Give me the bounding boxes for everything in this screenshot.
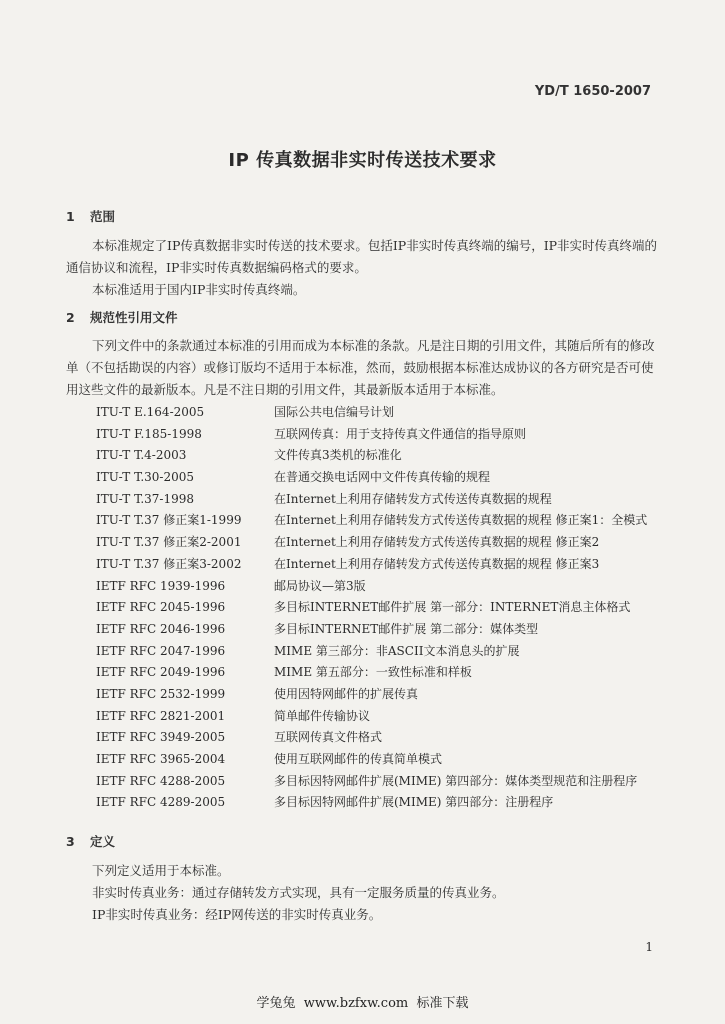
reference-title: 多目标因特网邮件扩展(MIME) 第四部分：媒体类型规范和注册程序 xyxy=(274,773,638,788)
reference-title: 简单邮件传输协议 xyxy=(274,708,371,723)
section-3-title: 定义 xyxy=(90,834,116,849)
reference-row xyxy=(96,684,676,706)
reference-title: 邮局协议—第3版 xyxy=(274,578,366,593)
reference-title: 在Internet上利用存储转发方式传送传真数据的规程 修正案2 xyxy=(274,535,600,550)
reference-title: 使用互联网邮件的传真简单模式 xyxy=(274,752,443,766)
reference-title: 在Internet上利用存储转发方式传送传真数据的规程 xyxy=(274,491,552,506)
reference-title: 在普通交换电话网中文件传真传输的规程 xyxy=(274,470,491,485)
reference-title: 互联网传真：用于支持传真文件通信的指导原则 xyxy=(274,426,527,441)
reference-row xyxy=(96,532,676,554)
reference-title: MIME 第三部分：非ASCII文本消息头的扩展 xyxy=(274,643,520,658)
reference-row xyxy=(96,792,676,814)
reference-row xyxy=(96,576,676,598)
reference-code: IETF RFC 2821-2001 xyxy=(96,708,226,723)
section-2-number: 2 xyxy=(66,310,75,325)
reference-row xyxy=(96,597,676,619)
section-3-paragraph-3: IP非实时传真业务：经IP网传送的非实时传真业务。 xyxy=(92,907,382,922)
footer-watermark: 学兔兔 www.bzfxw.com 标准下载 xyxy=(256,996,469,1011)
reference-title: 在Internet上利用存储转发方式传送传真数据的规程 修正案3 xyxy=(274,556,600,571)
reference-row xyxy=(96,467,676,489)
reference-row xyxy=(96,641,676,663)
reference-title: 多目标INTERNET邮件扩展 第二部分：媒体类型 xyxy=(274,621,539,636)
reference-code: IETF RFC 2532-1999 xyxy=(96,686,226,701)
reference-title: 互联网传真文件格式 xyxy=(274,730,383,745)
reference-code: IETF RFC 4288-2005 xyxy=(96,773,226,788)
reference-code: ITU-T T.37 修正案1-1999 xyxy=(96,513,242,528)
section-1-heading xyxy=(66,207,115,225)
section-3-heading xyxy=(66,832,115,850)
reference-row xyxy=(96,424,676,446)
reference-row xyxy=(96,727,676,749)
reference-code: IETF RFC 1939-1996 xyxy=(96,578,226,593)
reference-code: ITU-T T.37 修正案3-2002 xyxy=(96,556,242,571)
section-2-intro: 下列文件中的条款通过本标准的引用而成为本标准的条款。凡是注日期的引用文件，其随后所有的修改单（不包括勘误的内容）或修订版均不适用于本标准，然而，鼓励根据本标准达成协议的各方研究是否可使用这些文件的最新版本。凡是不注日期的引用文件，其最新版本适用于本标准。 xyxy=(66,338,655,397)
reference-row xyxy=(96,489,676,511)
reference-code: IETF RFC 2046-1996 xyxy=(96,621,226,636)
reference-code: IETF RFC 4289-2005 xyxy=(96,795,226,810)
reference-code: ITU-T T.37 修正案2-2001 xyxy=(96,535,242,550)
document-title: IP 传真数据非实时传送技术要求 xyxy=(228,150,497,171)
section-2-title: 规范性引用文件 xyxy=(90,310,178,325)
reference-code: IETF RFC 2045-1996 xyxy=(96,600,226,615)
section-3-paragraph-2: 非实时传真业务：通过存储转发方式实现，具有一定服务质量的传真业务。 xyxy=(92,885,505,900)
standard-code: YD/T 1650-2007 xyxy=(534,84,651,99)
reference-row xyxy=(96,445,676,467)
reference-title: 文件传真3类机的标准化 xyxy=(274,448,402,463)
reference-code: ITU-T T.4-2003 xyxy=(96,448,187,463)
section-1-paragraph-1: 本标准规定了IP传真数据非实时传送的技术要求。包括IP非实时传真终端的编号，IP非实时传真终端的通信协议和流程，IP非实时传真数据编码格式的要求。 xyxy=(66,238,658,275)
section-3-number: 3 xyxy=(66,834,75,849)
reference-row xyxy=(96,771,676,793)
reference-title: 国际公共电信编号计划 xyxy=(274,405,395,419)
reference-row xyxy=(96,706,676,728)
reference-code: IETF RFC 2047-1996 xyxy=(96,643,226,658)
reference-title: 使用因特网邮件的扩展传真 xyxy=(274,686,419,701)
reference-row xyxy=(96,662,676,684)
reference-code: ITU-T E.164-2005 xyxy=(96,405,205,419)
reference-code: IETF RFC 3965-2004 xyxy=(96,752,226,766)
reference-row xyxy=(96,749,676,771)
section-1-paragraph-2: 本标准适用于国内IP非实时传真终端。 xyxy=(92,282,306,297)
reference-row xyxy=(96,402,676,424)
reference-code: ITU-T F.185-1998 xyxy=(96,426,202,441)
reference-row xyxy=(96,510,676,532)
reference-code: ITU-T T.30-2005 xyxy=(96,470,195,485)
section-3-paragraph-1: 下列定义适用于本标准。 xyxy=(92,863,230,878)
section-1-number: 1 xyxy=(66,209,75,224)
reference-code: ITU-T T.37-1998 xyxy=(96,491,195,506)
page-number: 1 xyxy=(645,940,653,954)
reference-title: 多目标INTERNET邮件扩展 第一部分：INTERNET消息主体格式 xyxy=(274,600,631,615)
reference-title: 多目标因特网邮件扩展(MIME) 第四部分：注册程序 xyxy=(274,795,554,810)
reference-row xyxy=(96,554,676,576)
reference-row xyxy=(96,619,676,641)
section-2-heading xyxy=(66,308,178,326)
reference-list xyxy=(96,402,676,814)
reference-code: IETF RFC 2049-1996 xyxy=(96,665,226,680)
reference-code: IETF RFC 3949-2005 xyxy=(96,730,226,745)
reference-title: MIME 第五部分：一致性标准和样板 xyxy=(274,665,472,680)
reference-title: 在Internet上利用存储转发方式传送传真数据的规程 修正案1：全模式 xyxy=(274,513,648,528)
section-1-title: 范围 xyxy=(90,209,116,224)
